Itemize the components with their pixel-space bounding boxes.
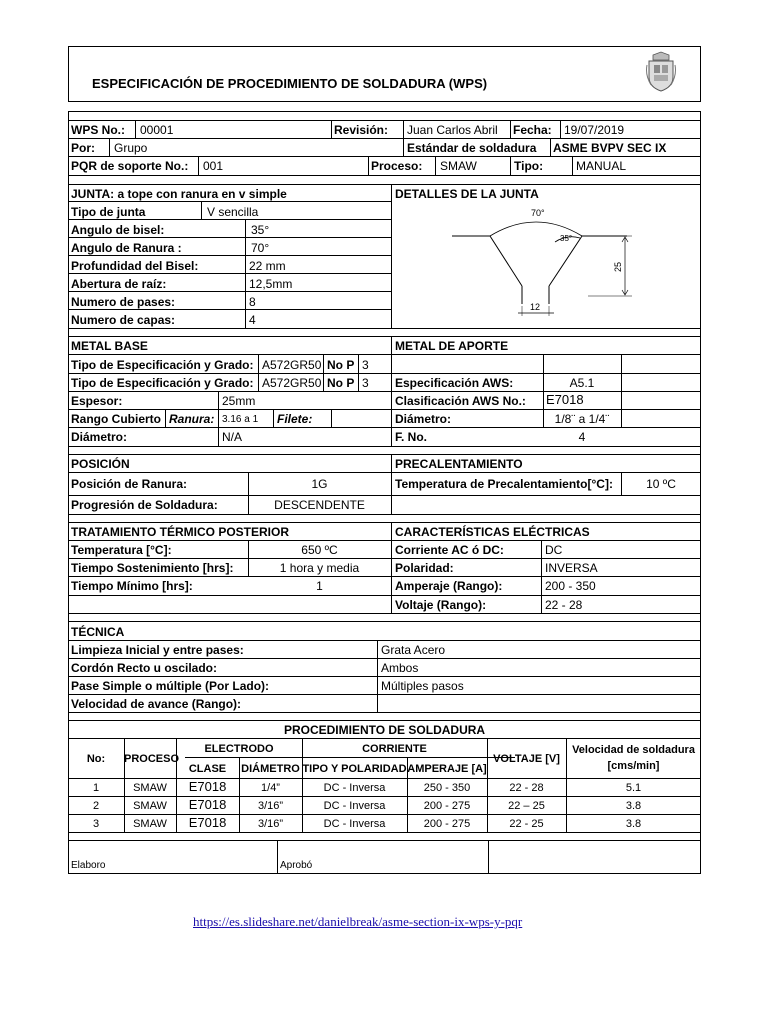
trat-sost-value: 1 hora y media: [279, 561, 360, 575]
junta-value: 12,5mm: [249, 277, 293, 291]
tecnica-value: Ambos: [381, 661, 419, 675]
corriente-label: Corriente AC ó DC:: [395, 543, 504, 557]
detalles-heading: DETALLES DE LA JUNTA: [395, 187, 539, 201]
proceso-label: Proceso:: [371, 159, 423, 173]
row-clase: E7018: [188, 797, 227, 812]
tecnica-label: Limpieza Inicial y entre pases:: [71, 643, 244, 657]
esp1-nop: 3: [362, 358, 369, 372]
row-amperaje: 200 - 275: [423, 818, 471, 830]
voltaje-label: Voltaje (Rango):: [395, 598, 487, 612]
progresion-value: DESCENDENTE: [274, 498, 365, 512]
trat-sost-label: Tiempo Sostenimiento [hrs]:: [71, 561, 234, 575]
corriente-value: DC: [545, 543, 563, 557]
junta-label: Abertura de raíz:: [71, 277, 167, 291]
clas-value: E7018: [546, 392, 584, 407]
junta-heading: JUNTA: a tope con ranura en v simple: [71, 187, 287, 201]
fno-label: F. No.: [395, 430, 427, 444]
col-no: No:: [86, 753, 106, 765]
tecnica-value: Múltiples pasos: [381, 679, 464, 693]
wps-no-label: WPS No.:: [71, 123, 125, 137]
junta-label: Numero de capas:: [71, 313, 176, 327]
col-tipo: TIPO Y POLARIDAD: [302, 763, 407, 775]
tratamiento-heading: TRATAMIENTO TÉRMICO POSTERIOR: [71, 525, 289, 539]
tecnica-label: Velocidad de avance (Rango):: [71, 697, 242, 711]
row-no: 2: [92, 800, 100, 812]
header-box: [68, 46, 701, 102]
diametro-value: N/A: [222, 430, 243, 444]
amperaje-label: Amperaje (Rango):: [395, 579, 503, 593]
row-diametro: 1/4”: [261, 782, 280, 794]
col-velocidad-unit: [cms/min]: [607, 760, 660, 772]
electricas-heading: CARACTERÍSTICAS ELÉCTRICAS: [395, 525, 590, 539]
tecnica-value: Grata Acero: [381, 643, 446, 657]
junta-label: Tipo de junta: [71, 205, 146, 219]
esp2-nop-label: No P: [327, 376, 355, 390]
posicion-heading: POSICIÓN: [71, 457, 130, 471]
junta-value: 70°: [251, 241, 270, 255]
tipo-value: MANUAL: [576, 159, 627, 173]
col-corriente: CORRIENTE: [362, 743, 427, 755]
tecnica-heading: TÉCNICA: [71, 625, 125, 639]
precalentamiento-heading: PRECALENTAMIENTO: [395, 457, 523, 471]
polaridad-value: INVERSA: [545, 561, 598, 575]
row-no: 3: [92, 818, 100, 830]
pos-ranura-value: 1G: [311, 477, 328, 491]
esp1-label: Tipo de Especificación y Grado:: [71, 358, 254, 372]
row-no: 1: [92, 782, 100, 794]
junta-value: 22 mm: [249, 259, 286, 273]
polaridad-label: Polaridad:: [395, 561, 454, 575]
row-voltaje: 22 – 25: [508, 800, 545, 812]
col-velocidad: Velocidad de soldadura: [572, 744, 695, 756]
esp2-value: A572GR50: [262, 376, 322, 390]
espesor-value: 25mm: [222, 394, 256, 408]
junta-label: Angulo de bisel:: [71, 223, 165, 237]
fecha-value: 19/07/2019: [564, 123, 625, 137]
pqr-value: 001: [203, 159, 224, 173]
revision-value: Juan Carlos Abril: [407, 123, 498, 137]
row-tipo: DC - Inversa: [323, 800, 386, 812]
junta-label: Profundidad del Bisel:: [71, 259, 199, 273]
row-proceso: SMAW: [133, 818, 167, 830]
pqr-label: PQR de soporte No.:: [71, 159, 189, 173]
university-crest-icon: [645, 51, 677, 93]
row-voltaje: 22 - 28: [509, 782, 544, 794]
fno-value: 4: [578, 430, 586, 444]
col-diametro: DIÁMETRO: [241, 763, 300, 775]
row-amperaje: 250 - 350: [423, 782, 471, 794]
col-electrodo: ELECTRODO: [204, 743, 274, 755]
diagram-bevel-angle: 35°: [560, 234, 573, 243]
por-value: Grupo: [114, 141, 148, 155]
tecnica-label: Cordón Recto u oscilado:: [71, 661, 218, 675]
progresion-label: Progresión de Soldadura:: [71, 498, 218, 512]
tipo-label: Tipo:: [514, 159, 544, 173]
filete-label: Filete:: [277, 412, 313, 426]
row-clase: E7018: [188, 815, 227, 830]
row-velocidad: 3.8: [625, 818, 642, 830]
row-velocidad: 3.8: [625, 800, 642, 812]
aws-value: A5.1: [569, 376, 595, 390]
row-voltaje: 22 - 25: [509, 818, 544, 830]
row-amperaje: 200 - 275: [423, 800, 471, 812]
proceso-value: SMAW: [440, 159, 477, 173]
trat-temp-value: 650 ºC: [301, 543, 338, 557]
document-title: ESPECIFICACIÓN DE PROCEDIMIENTO DE SOLDADURA (WPS): [92, 76, 488, 91]
junta-label: Angulo de Ranura :: [71, 241, 182, 255]
source-link[interactable]: https://es.slideshare.net/danielbreak/asme-section-ix-wps-y-pqr: [193, 914, 523, 929]
procedimiento-heading: PROCEDIMIENTO DE SOLDADURA: [283, 723, 486, 737]
junta-value: 35°: [251, 223, 270, 237]
estandar-value: ASME BVPV SEC IX: [553, 141, 667, 155]
col-clase: CLASE: [188, 763, 227, 775]
junta-label: Numero de pases:: [71, 295, 176, 309]
trat-temp-label: Temperatura [°C]:: [71, 543, 172, 557]
ranura-value: 3.16 a 1: [222, 414, 259, 425]
tecnica-label: Pase Simple o múltiple (Por Lado):: [71, 679, 270, 693]
row-velocidad: 5.1: [625, 782, 642, 794]
ranura-label: Ranura:: [169, 412, 215, 426]
diagram-groove-angle: 70°: [531, 208, 545, 218]
trat-min-label: Tiempo Mínimo [hrs]:: [71, 579, 193, 593]
diagram-depth: 25: [613, 261, 623, 272]
junta-value: V sencilla: [207, 205, 259, 219]
espesor-label: Espesor:: [71, 394, 123, 408]
col-amperaje: AMPERAJE [A]: [407, 763, 487, 775]
row-proceso: SMAW: [133, 782, 167, 794]
estandar-label: Estándar de soldadura: [407, 141, 537, 155]
diam-value: 1/8¨ a 1/4¨: [554, 412, 610, 426]
esp1-value: A572GR50: [262, 358, 322, 372]
row-clase: E7018: [188, 779, 227, 794]
row-diametro: 3/16”: [257, 800, 284, 812]
aws-label: Especificación AWS:: [395, 376, 514, 390]
esp2-nop: 3: [362, 376, 369, 390]
esp1-nop-label: No P: [327, 358, 355, 372]
voltaje-value: 22 - 28: [545, 598, 583, 612]
junta-value: 8: [249, 295, 256, 309]
rango-label: Rango Cubierto: [71, 412, 161, 426]
esp2-label: Tipo de Especificación y Grado:: [71, 376, 254, 390]
row-proceso: SMAW: [133, 800, 167, 812]
metal-base-heading: METAL BASE: [71, 339, 148, 353]
revision-label: Revisión:: [334, 123, 389, 137]
joint-detail-diagram: [392, 202, 700, 327]
pos-ranura-label: Posición de Ranura:: [71, 477, 188, 491]
amperaje-value: 200 - 350: [545, 579, 596, 593]
diametro-label: Diámetro:: [71, 430, 128, 444]
wps-no-value: 00001: [140, 123, 174, 137]
precal-temp-label: Temperatura de Precalentamiento[°C]:: [395, 477, 613, 491]
diagram-root: 12: [530, 302, 541, 312]
clas-label: Clasificación AWS No.:: [395, 394, 526, 408]
col-proceso: PROCESO: [124, 753, 180, 765]
metal-aporte-heading: METAL DE APORTE: [395, 339, 509, 353]
junta-value: 4: [249, 313, 256, 327]
col-voltaje: VOLTAJE [V]: [493, 753, 560, 765]
diam-label: Diámetro:: [395, 412, 452, 426]
trat-min-value: 1: [316, 579, 323, 593]
por-label: Por:: [71, 141, 95, 155]
fecha-label: Fecha:: [513, 123, 552, 137]
row-diametro: 3/16”: [257, 818, 284, 830]
precal-temp-value: 10 ºC: [646, 477, 676, 491]
aprobo-label: Aprobó: [280, 860, 313, 871]
row-tipo: DC - Inversa: [323, 818, 386, 830]
row-tipo: DC - Inversa: [323, 782, 386, 794]
elaboro-label: Elaboro: [71, 860, 106, 871]
